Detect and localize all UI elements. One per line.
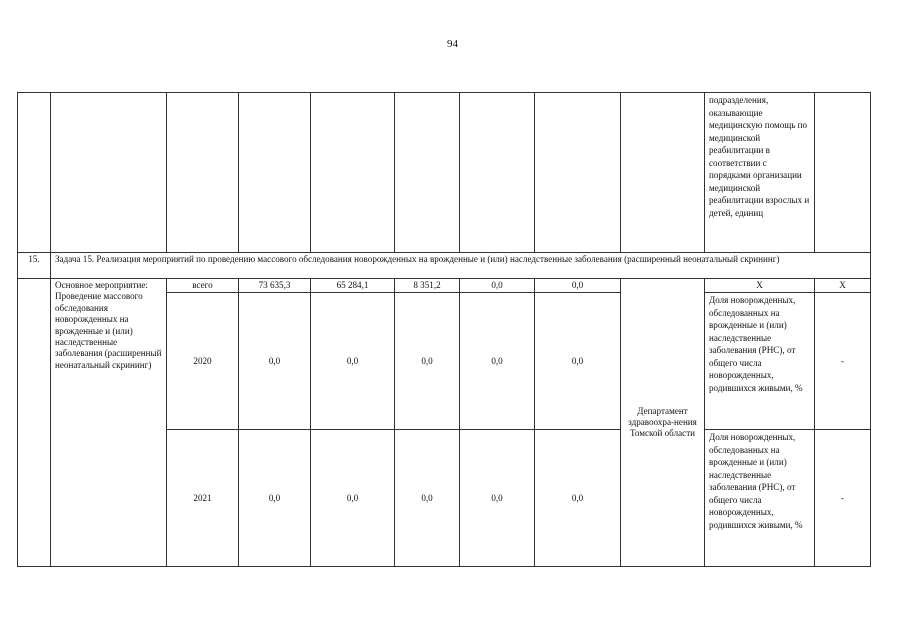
indicator-cell: Доля новорожденных, обследованных на врожденные и (или) наследственные заболевания (РНС), от общего числа новорожденных, родившихся живыми, % — [705, 293, 815, 430]
value-cell: 0,0 — [460, 279, 535, 293]
indicator-value: Х — [815, 279, 871, 293]
value-cell: 65 284,1 — [311, 279, 395, 293]
indicator-value: - — [815, 430, 871, 567]
continuation-row — [18, 93, 871, 253]
value-cell: 0,0 — [460, 293, 535, 430]
year-cell: всего — [167, 279, 239, 293]
value-cell: 0,0 — [311, 430, 395, 567]
indicator-cell: Доля новорожденных, обследованных на врожденные и (или) наследственные заболевания (РНС), от общего числа новорожденных, родившихся живыми, % — [705, 430, 815, 567]
year-cell: 2020 — [167, 293, 239, 430]
table-row-total — [18, 279, 871, 293]
value-cell: 0,0 — [395, 430, 460, 567]
value-cell: 0,0 — [460, 430, 535, 567]
value-cell: 0,0 — [239, 293, 311, 430]
program-table — [17, 92, 871, 567]
value-cell: 0,0 — [311, 293, 395, 430]
year-cell: 2021 — [167, 430, 239, 567]
indicator-cell: подразделения, оказывающие медицинскую помощь по медицинской реабилитации в соответствии с порядками организации медицинской реабилитации взрослых и детей, единиц — [705, 93, 815, 253]
value-cell: 0,0 — [535, 293, 621, 430]
page-number: 94 — [447, 38, 458, 50]
value-cell: 73 635,3 — [239, 279, 311, 293]
activity-name: Основное мероприятие: Проведение массового обследования новорожденных на врожденные и (или) наследственные заболевания (расширенный неонатальный скрининг) — [51, 279, 167, 567]
task-number: 15. — [18, 253, 51, 279]
value-cell: 8 351,2 — [395, 279, 460, 293]
value-cell: 0,0 — [239, 430, 311, 567]
indicator-value: - — [815, 293, 871, 430]
executor-cell: Департамент здравоохра-нения Томской области — [621, 279, 705, 567]
value-cell: 0,0 — [395, 293, 460, 430]
value-cell: 0,0 — [535, 430, 621, 567]
task-title: Задача 15. Реализация мероприятий по проведению массового обследования новорожденных на врожденные и (или) наследственные заболевания (расширенный неонатальный скрининг) — [51, 253, 871, 279]
task-row — [18, 253, 871, 279]
indicator-cell: Х — [705, 279, 815, 293]
value-cell: 0,0 — [535, 279, 621, 293]
